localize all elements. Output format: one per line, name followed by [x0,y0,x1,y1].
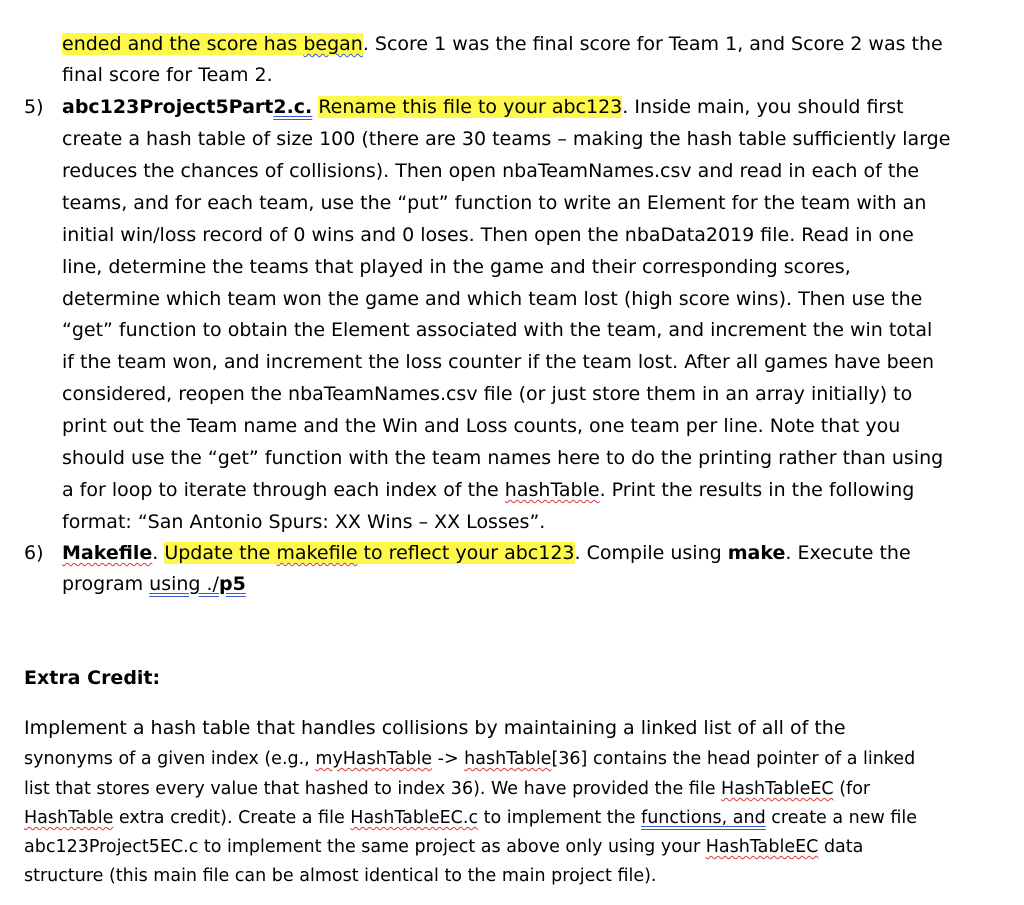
item5-line1: abc123Project5Part2.c. Rename this file to your abc123. Inside main, you should first [62,96,904,118]
word-began: began [303,33,363,55]
item5-line: reduces the chances of collisions). Then open nbaTeamNames.csv and read in each of the [62,160,920,182]
ec-line6: structure (this main file can be almost identical to the main project file). [24,866,657,886]
word-hashtable: hashTable [504,479,600,501]
item6-highlight: Update the makefile to reflect your abc123 [164,542,575,564]
item5-line: teams, and for each team, use the “put” function to write an Element for the team with an [62,192,927,214]
extra-credit-heading: Extra Credit: [24,667,161,689]
ec-line4: HashTable extra credit). Create a file HashTableEC.c to implement the functions, and create a new file [24,808,918,828]
item5-line: considered, reopen the nbaTeamNames.csv file (or just store them in an array initially) to [62,383,913,405]
item5-line: print out the Team name and the Win and Loss counts, one team per line. Note that you [62,415,901,437]
item5-line: should use the “get” function with the team names here to do the printing rather than using [62,447,944,469]
item5-highlight: Rename this file to your abc123 [318,96,623,118]
item6-line1: Makefile. Update the makefile to reflect your abc123. Compile using make. Execute the [62,542,911,564]
item4-highlight: ended and the score has began [62,33,363,55]
item4-line2: final score for Team 2. [62,64,273,86]
item5-filename: abc123Project5Part2.c. [62,96,313,118]
item5-line: if the team won, and increment the loss counter if the team lost. After all games have been [62,351,935,373]
item5-line: create a hash table of size 100 (there are 30 teams – making the hash table sufficiently large [62,128,951,150]
item6-line2: program using ./p5 [62,573,246,595]
word-using: using ./p5 [149,573,246,595]
item4-line1: ended and the score has began. Score 1 was the final score for Team 1, and Score 2 was the [62,33,943,55]
word-make: make [727,542,786,564]
ec-line5: abc123Project5EC.c to implement the same project as above only using your HashTableEC data [24,837,864,857]
item5-line: determine which team won the game and which team lost (high score wins). Then use the [62,288,923,310]
item5-line: “get” function to obtain the Element associated with the team, and increment the win total [62,319,933,341]
item5-line14: format: “San Antonio Spurs: XX Wins – XX Losses”. [62,511,546,533]
item5-line: line, determine the teams that played in the game and their corresponding scores, [62,256,851,278]
word-makefile: Makefile [62,542,153,564]
item5-line: initial win/loss record of 0 wins and 0 loses. Then open the nbaData2019 file. Read in one [62,224,914,246]
item5-number: 5) [24,96,44,118]
item6-number: 6) [24,542,44,564]
ec-line2: synonyms of a given index (e.g., myHashTable -> hashTable[36] contains the head pointer of a linked [24,749,916,769]
item5-line13: a for loop to iterate through each index of the hashTable. Print the results in the following [62,479,915,501]
ec-line3: list that stores every value that hashed to index 36). We have provided the file HashTableEC (for [24,779,871,799]
ec-line1: Implement a hash table that handles collisions by maintaining a linked list of all of the [24,717,846,739]
